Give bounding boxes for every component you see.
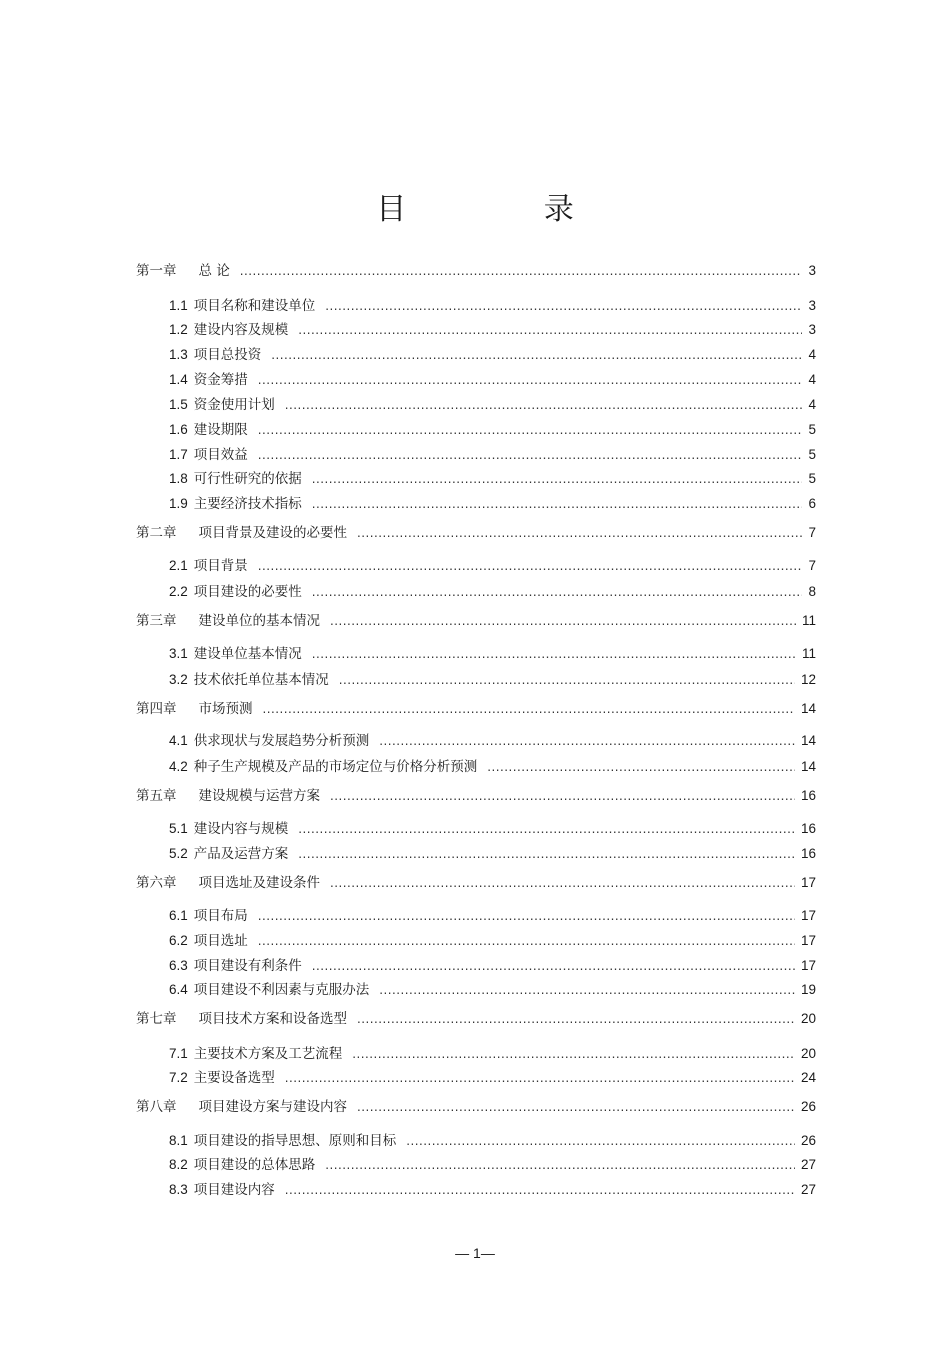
toc-section-entry[interactable] [169,445,816,465]
dot-leader [285,1180,795,1200]
dot-leader [379,980,795,1000]
dot-leader [240,261,803,281]
entry-page-number: 17 [800,933,816,948]
entry-title: 项目选址及建设条件 [198,875,320,891]
entry-page-number: 5 [808,422,816,437]
entry-page-number: 4 [808,397,816,412]
section-number: 4.1 [169,733,188,748]
entry-page-number: 3 [808,263,816,278]
entry-page-number: 8 [808,584,816,599]
entry-page-number: 5 [808,471,816,486]
dot-leader [379,731,795,751]
entry-title: 项目建设的必要性 [193,584,302,600]
entry-title: 项目背景及建设的必要性 [198,525,347,541]
entry-title: 资金使用计划 [193,397,275,413]
dot-leader [258,370,803,390]
entry-title: 主要经济技术指标 [193,496,302,512]
chapter-label: 第四章 [136,701,177,717]
dot-leader [330,873,795,893]
entry-title: 建设内容与规模 [193,821,289,837]
toc-section-entry[interactable] [169,395,816,415]
toc-section-entry[interactable] [169,1155,816,1175]
entry-title: 项目建设有利条件 [193,958,302,974]
dot-leader [285,395,803,415]
toc-section-entry[interactable] [169,494,816,514]
dot-leader [330,611,796,631]
chapter-label: 第七章 [136,1011,177,1027]
dot-leader [312,956,795,976]
toc-section-entry[interactable] [169,644,816,664]
toc-section-entry[interactable] [169,1068,816,1088]
toc-section-entry[interactable] [169,819,816,839]
section-number: 3.1 [169,646,188,661]
section-number: 1.2 [169,322,188,337]
toc-chapter-entry[interactable] [136,699,816,719]
entry-page-number: 17 [800,908,816,923]
page-number-footer: — 1— [455,1245,495,1261]
toc-chapter-entry[interactable] [136,873,816,893]
dot-leader [258,931,795,951]
chapter-label: 第八章 [136,1099,177,1115]
entry-title: 市场预测 [198,701,253,717]
section-number: 8.3 [169,1182,188,1197]
entry-page-number: 26 [800,1099,816,1114]
entry-title: 项目建设的总体思路 [193,1157,316,1173]
entry-title: 主要设备选型 [193,1070,275,1086]
toc-section-entry[interactable] [169,345,816,365]
entry-title: 建设单位基本情况 [193,646,302,662]
entry-page-number: 12 [800,672,816,687]
entry-title: 项目技术方案和设备选型 [198,1011,347,1027]
entry-title: 供求现状与发展趋势分析预测 [193,733,370,749]
entry-title: 项目建设不利因素与克服办法 [193,982,370,998]
entry-title: 项目效益 [193,447,248,463]
entry-title: 项目名称和建设单位 [193,298,316,314]
entry-page-number: 7 [808,525,816,540]
toc-chapter-entry[interactable] [136,1009,816,1029]
entry-page-number: 26 [800,1133,816,1148]
dot-leader [325,296,802,316]
section-number: 1.1 [169,298,188,313]
entry-page-number: 19 [800,982,816,997]
entry-page-number: 16 [800,788,816,803]
section-number: 6.2 [169,933,188,948]
toc-section-entry[interactable] [169,757,816,777]
entry-title: 产品及运营方案 [193,846,289,862]
dot-leader [312,494,803,514]
dot-leader [357,1097,795,1117]
toc-section-entry[interactable] [169,420,816,440]
toc-section-entry[interactable] [169,320,816,340]
section-number: 1.7 [169,447,188,462]
dot-leader [357,523,802,543]
section-number: 4.2 [169,759,188,774]
section-number: 5.2 [169,846,188,861]
entry-title: 资金筹措 [193,372,248,388]
entry-page-number: 14 [800,759,816,774]
entry-title: 建设单位的基本情况 [198,613,320,629]
toc-section-entry[interactable] [169,556,816,576]
entry-page-number: 16 [800,846,816,861]
section-number: 1.8 [169,471,188,486]
toc-chapter-entry[interactable] [136,611,816,631]
entry-title: 项目布局 [193,908,248,924]
toc-section-entry[interactable] [169,370,816,390]
entry-page-number: 16 [800,821,816,836]
dot-leader [312,644,796,664]
entry-page-number: 3 [808,298,816,313]
toc-section-entry[interactable] [169,906,816,926]
dot-leader [298,819,795,839]
section-number: 1.6 [169,422,188,437]
entry-title: 项目背景 [193,558,248,574]
chapter-label: 第六章 [136,875,177,891]
dot-leader [258,556,803,576]
section-number: 2.1 [169,558,188,573]
dot-leader [285,1068,795,1088]
entry-page-number: 3 [808,322,816,337]
entry-page-number: 5 [808,447,816,462]
dot-leader [325,1155,795,1175]
dot-leader [406,1131,795,1151]
page-title: 目 录 [376,192,638,227]
toc-section-entry[interactable] [169,731,816,751]
toc-chapter-entry[interactable] [136,261,816,281]
entry-page-number: 7 [808,558,816,573]
dot-leader [258,420,803,440]
dot-leader [312,582,803,602]
chapter-label: 第三章 [136,613,177,629]
entry-page-number: 4 [808,347,816,362]
dot-leader [357,1009,795,1029]
toc-section-entry[interactable] [169,469,816,489]
entry-title: 项目建设的指导思想、原则和目标 [193,1133,397,1149]
entry-title: 项目建设方案与建设内容 [198,1099,347,1115]
dot-leader [298,320,802,340]
dot-leader [352,1044,795,1064]
toc-section-entry[interactable] [169,670,816,690]
toc-section-entry[interactable] [169,931,816,951]
toc-section-entry[interactable] [169,956,816,976]
entry-title: 种子生产规模及产品的市场定位与价格分析预测 [193,759,478,775]
chapter-label: 第五章 [136,788,177,804]
dot-leader [487,757,795,777]
dot-leader [263,699,795,719]
section-number: 2.2 [169,584,188,599]
dot-leader [339,670,795,690]
entry-page-number: 24 [800,1070,816,1085]
entry-page-number: 17 [800,875,816,890]
dot-leader [258,445,803,465]
entry-title: 项目建设内容 [193,1182,275,1198]
section-number: 6.3 [169,958,188,973]
section-number: 1.5 [169,397,188,412]
entry-page-number: 6 [808,496,816,511]
toc-chapter-entry[interactable] [136,523,816,543]
section-number: 5.1 [169,821,188,836]
entry-title: 项目总投资 [193,347,262,363]
section-number: 7.1 [169,1046,188,1061]
entry-title: 项目选址 [193,933,248,949]
section-number: 8.2 [169,1157,188,1172]
dot-leader [312,469,803,489]
entry-title: 总 论 [198,263,230,279]
entry-page-number: 17 [800,958,816,973]
toc-section-entry[interactable] [169,582,816,602]
toc-chapter-entry[interactable] [136,1097,816,1117]
chapter-label: 第二章 [136,525,177,541]
entry-page-number: 27 [800,1157,816,1172]
entry-page-number: 14 [800,733,816,748]
entry-page-number: 11 [801,613,816,628]
section-number: 8.1 [169,1133,188,1148]
section-number: 1.3 [169,347,188,362]
entry-title: 技术依托单位基本情况 [193,672,329,688]
entry-page-number: 20 [800,1011,816,1026]
dot-leader [330,786,795,806]
entry-title: 建设内容及规模 [193,322,289,338]
chapter-label: 第一章 [136,263,177,279]
section-number: 3.2 [169,672,188,687]
toc-section-entry[interactable] [169,980,816,1000]
entry-title: 可行性研究的依据 [193,471,302,487]
dot-leader [298,844,795,864]
entry-title: 建设期限 [193,422,248,438]
toc-section-entry[interactable] [169,1044,816,1064]
toc-section-entry[interactable] [169,844,816,864]
dot-leader [271,345,802,365]
toc-section-entry[interactable] [169,1180,816,1200]
entry-title: 建设规模与运营方案 [198,788,320,804]
dot-leader [258,906,795,926]
toc-chapter-entry[interactable] [136,786,816,806]
entry-page-number: 27 [800,1182,816,1197]
section-number: 6.1 [169,908,188,923]
entry-page-number: 20 [800,1046,816,1061]
section-number: 1.4 [169,372,188,387]
entry-title: 主要技术方案及工艺流程 [193,1046,343,1062]
section-number: 1.9 [169,496,188,511]
entry-page-number: 11 [801,646,816,661]
toc-section-entry[interactable] [169,1131,816,1151]
section-number: 7.2 [169,1070,188,1085]
section-number: 6.4 [169,982,188,997]
entry-page-number: 4 [808,372,816,387]
entry-page-number: 14 [800,701,816,716]
toc-section-entry[interactable] [169,296,816,316]
